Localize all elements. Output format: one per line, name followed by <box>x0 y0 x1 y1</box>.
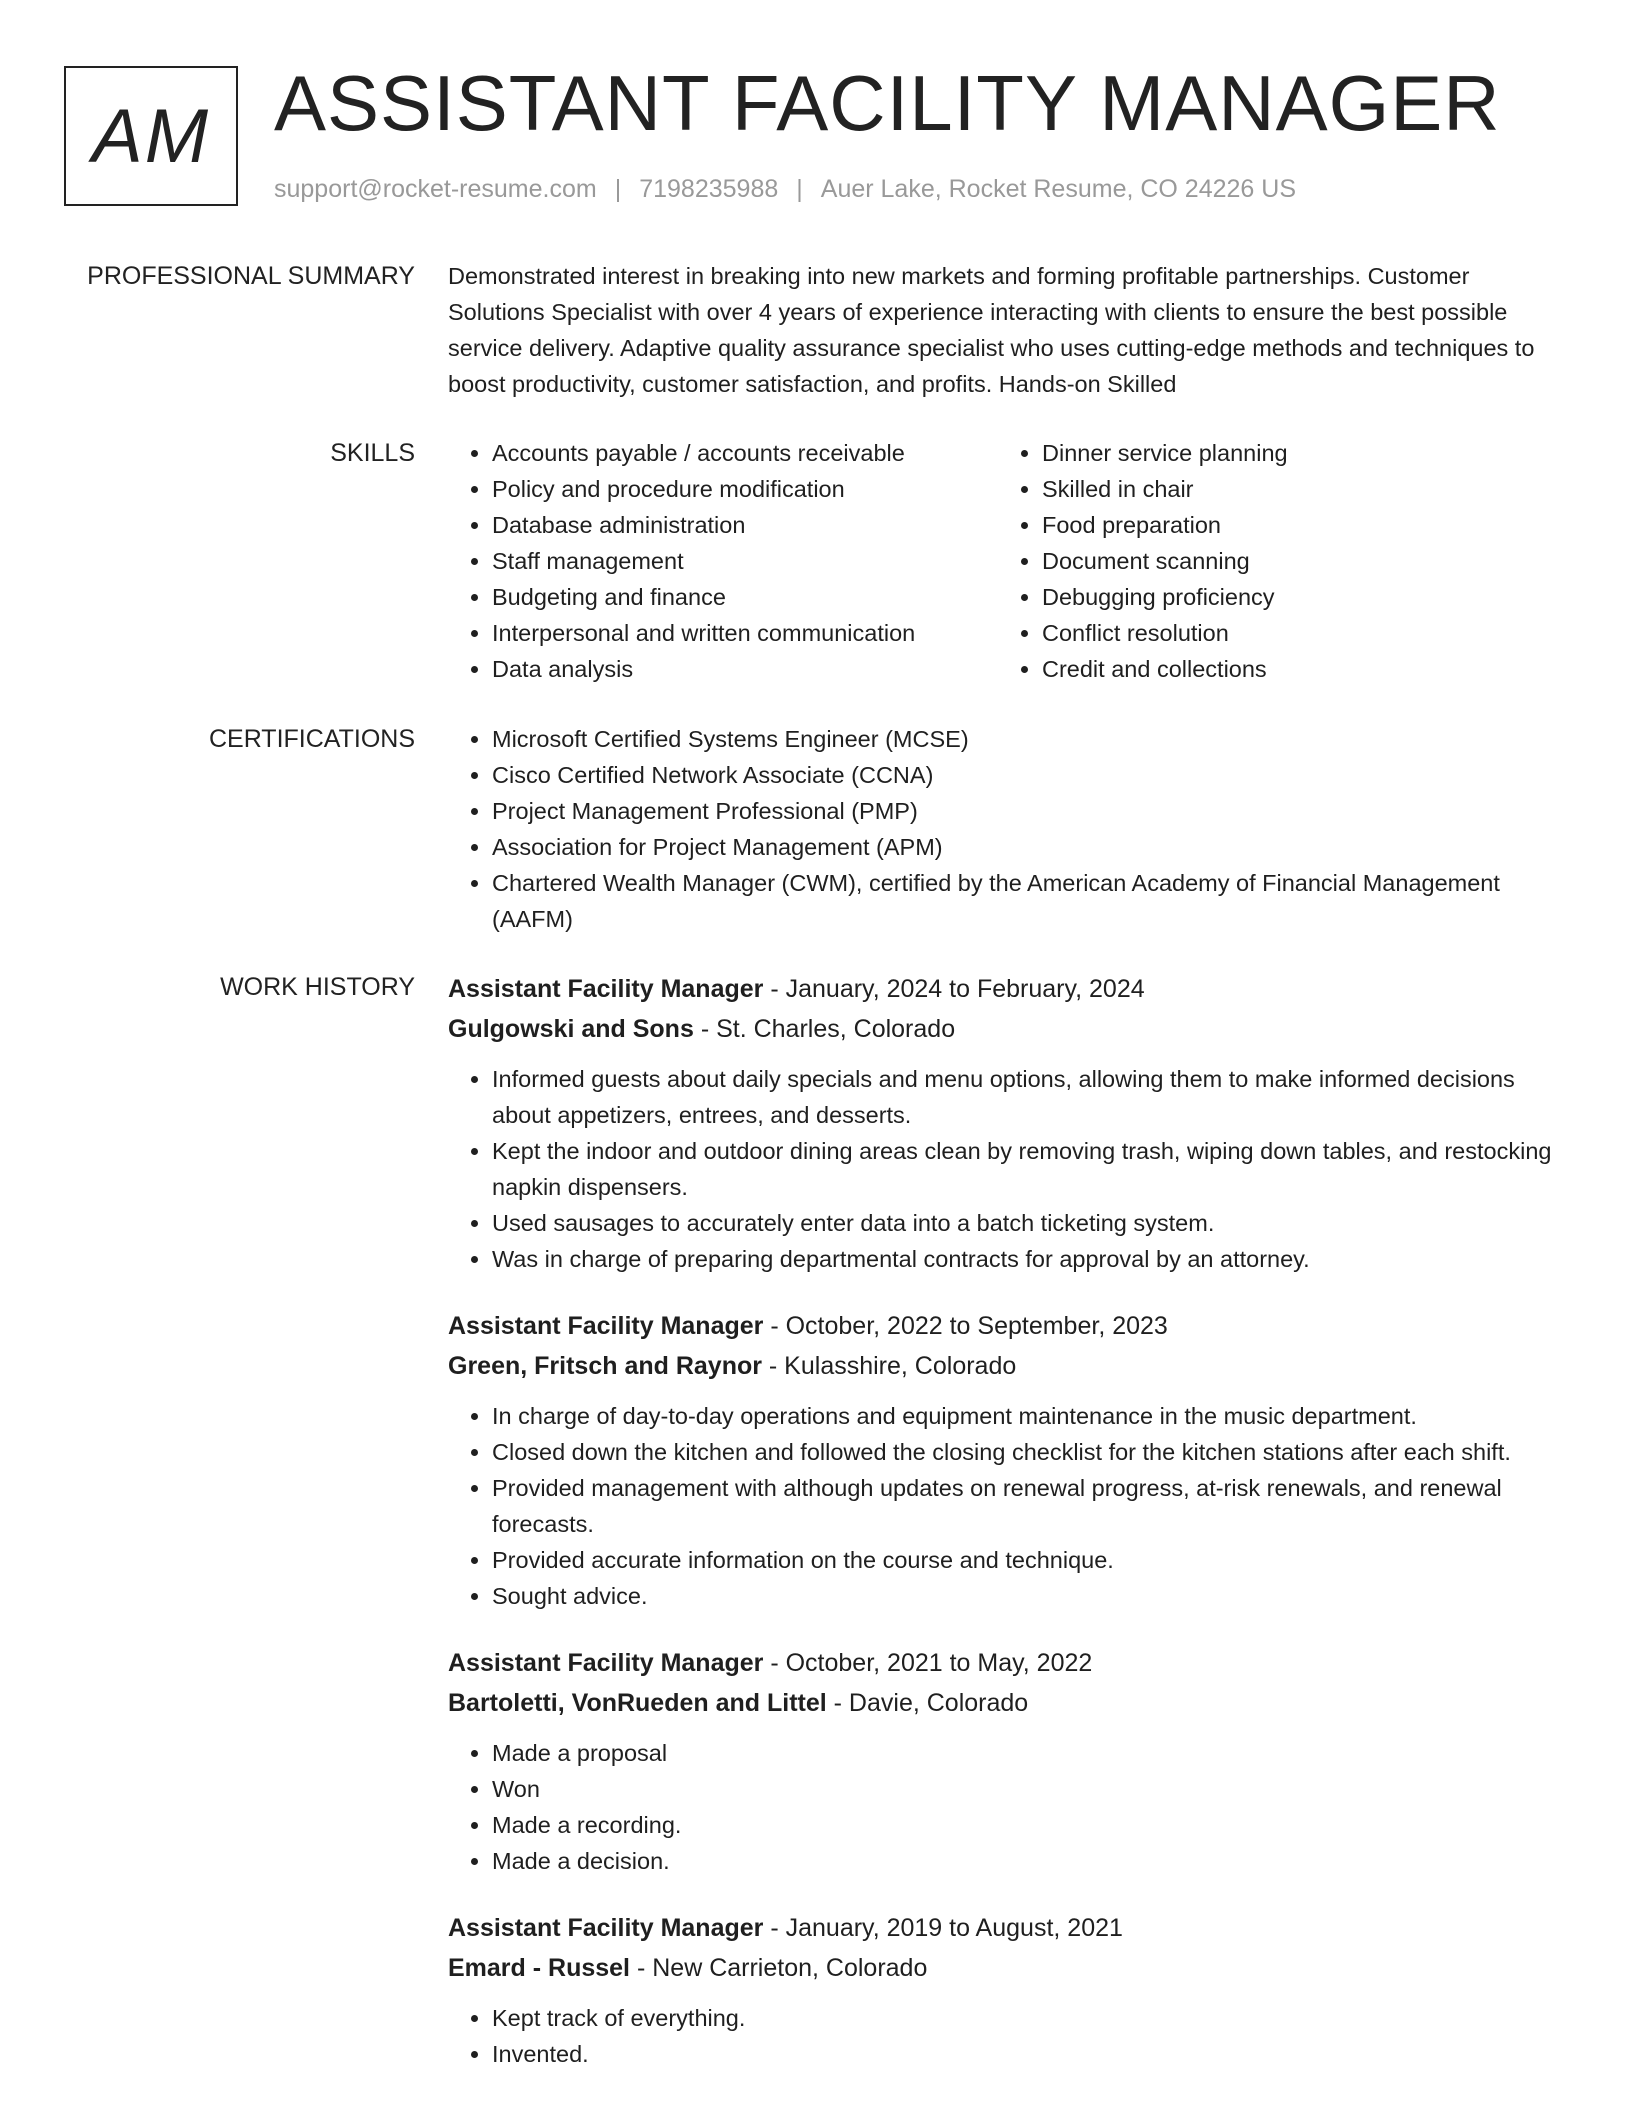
job-company-line <box>448 1683 1558 1723</box>
job-entry <box>448 1306 1558 1614</box>
job-entry <box>448 1643 1558 1879</box>
job-title-line <box>448 1908 1558 1948</box>
list-item: • Association for Project Management (APM) <box>492 829 1558 865</box>
job-entry <box>448 1908 1558 2072</box>
list-item: • Credit and collections <box>1042 651 1602 687</box>
work-history-body <box>448 969 1558 2101</box>
summary-text: Demonstrated interest in breaking into new markets and forming profitable partnerships. Customer Solutions Specialist with over 4 years of experience interacting with clients to ensure the best possible service delivery. Adaptive quality assurance specialist who uses cutting-edge methods and techniques to boost productivity, customer satisfaction, and profits. Hands-on Skilled <box>448 263 1535 397</box>
list-item: • Used sausages to accurately enter data into a batch ticketing system. <box>492 1205 1558 1241</box>
contact-separator: | <box>796 175 803 203</box>
list-item: • Staff management <box>492 543 998 579</box>
list-item: • Dinner service planning <box>1042 435 1602 471</box>
job-company-line <box>448 1346 1558 1386</box>
contact-phone: 7198235988 <box>639 175 779 203</box>
contact-line <box>274 175 1296 204</box>
job-title: Assistant Facility Manager <box>448 1914 764 1942</box>
list-item: • Budgeting and finance <box>492 579 998 615</box>
list-item: • Kept track of everything. <box>492 2000 1558 2036</box>
skills-label: SKILLS <box>330 439 415 467</box>
resume-title: ASSISTANT FACILITY MANAGER <box>274 59 1501 147</box>
list-item: • Informed guests about daily specials and menu options, allowing them to make informed decisions about appetizers, entrees, and desserts. <box>492 1061 1558 1133</box>
list-item: • Invented. <box>492 2036 1558 2072</box>
summary-label: PROFESSIONAL SUMMARY <box>87 262 415 290</box>
list-item: • Debugging proficiency <box>1042 579 1602 615</box>
job-location: - Kulasshire, Colorado <box>761 1352 1017 1380</box>
list-item: • Was in charge of preparing departmental contracts for approval by an attorney. <box>492 1241 1558 1277</box>
list-item: • Sought advice. <box>492 1578 1558 1614</box>
contact-separator: | <box>614 175 622 203</box>
list-item: • In charge of day-to-day operations and equipment maintenance in the music department. <box>492 1398 1558 1434</box>
job-company-line <box>448 1948 1558 1988</box>
job-location: - Davie, Colorado <box>826 1689 1029 1717</box>
job-bullets <box>448 1398 1558 1614</box>
skills-list-right <box>998 435 1602 687</box>
list-item: • Cisco Certified Network Associate (CCNA) <box>492 757 1558 793</box>
list-item: • Data analysis <box>492 651 998 687</box>
contact-address: Auer Lake, Rocket Resume, CO 24226 US <box>820 175 1296 203</box>
list-item: • Provided accurate information on the course and technique. <box>492 1542 1558 1578</box>
job-company: Bartoletti, VonRueden and Littel <box>448 1689 827 1717</box>
skills-columns <box>448 435 1558 687</box>
certifications-list <box>448 721 1558 937</box>
contact-email: support@rocket-resume.com <box>274 175 597 203</box>
job-dates: - January, 2019 to August, 2021 <box>763 1914 1123 1942</box>
job-title-line <box>448 969 1558 1009</box>
job-title: Assistant Facility Manager <box>448 975 764 1003</box>
job-title-line <box>448 1306 1558 1346</box>
list-item: • Skilled in chair <box>1042 471 1602 507</box>
job-dates: - October, 2021 to May, 2022 <box>763 1649 1093 1677</box>
monogram-logo: AM <box>64 66 238 206</box>
list-item: • Interpersonal and written communication <box>492 615 998 651</box>
certifications-label: CERTIFICATIONS <box>208 725 415 753</box>
job-bullets <box>448 2000 1558 2072</box>
job-location: - St. Charles, Colorado <box>693 1015 956 1043</box>
list-item: • Made a recording. <box>492 1807 1558 1843</box>
list-item: • Chartered Wealth Manager (CWM), certified by the American Academy of Financial Management (AAFM) <box>492 865 1558 937</box>
certifications-body <box>448 721 1558 937</box>
list-item: • Conflict resolution <box>1042 615 1602 651</box>
list-item: • Kept the indoor and outdoor dining areas clean by removing trash, wiping down tables, and restocking napkin dispensers. <box>492 1133 1558 1205</box>
list-item: • Made a decision. <box>492 1843 1558 1879</box>
job-company: Green, Fritsch and Raynor <box>448 1352 762 1380</box>
list-item: • Made a proposal <box>492 1735 1558 1771</box>
list-item: • Project Management Professional (PMP) <box>492 793 1558 829</box>
list-item: • Document scanning <box>1042 543 1602 579</box>
job-location: - New Carrieton, Colorado <box>630 1954 928 1982</box>
list-item: • Won <box>492 1771 1558 1807</box>
skills-list-left <box>448 435 998 687</box>
job-company: Gulgowski and Sons <box>448 1015 694 1043</box>
list-item: • Microsoft Certified Systems Engineer (MCSE) <box>492 721 1558 757</box>
job-dates: - January, 2024 to February, 2024 <box>763 975 1145 1003</box>
list-item: • Policy and procedure modification <box>492 471 998 507</box>
job-title: Assistant Facility Manager <box>448 1312 764 1340</box>
job-title: Assistant Facility Manager <box>448 1649 764 1677</box>
job-company-line <box>448 1009 1558 1049</box>
job-entry <box>448 969 1558 1277</box>
list-item: • Provided management with although updates on renewal progress, at-risk renewals, and renewal forecasts. <box>492 1470 1558 1542</box>
job-dates: - October, 2022 to September, 2023 <box>763 1312 1168 1340</box>
job-title-line <box>448 1643 1558 1683</box>
job-company: Emard - Russel <box>448 1954 631 1982</box>
list-item: • Food preparation <box>1042 507 1602 543</box>
list-item: • Accounts payable / accounts receivable <box>492 435 998 471</box>
job-bullets <box>448 1735 1558 1879</box>
list-item: • Database administration <box>492 507 998 543</box>
work-history-label: WORK HISTORY <box>220 973 415 1001</box>
job-bullets <box>448 1061 1558 1277</box>
list-item: • Closed down the kitchen and followed the closing checklist for the kitchen stations after each shift. <box>492 1434 1558 1470</box>
